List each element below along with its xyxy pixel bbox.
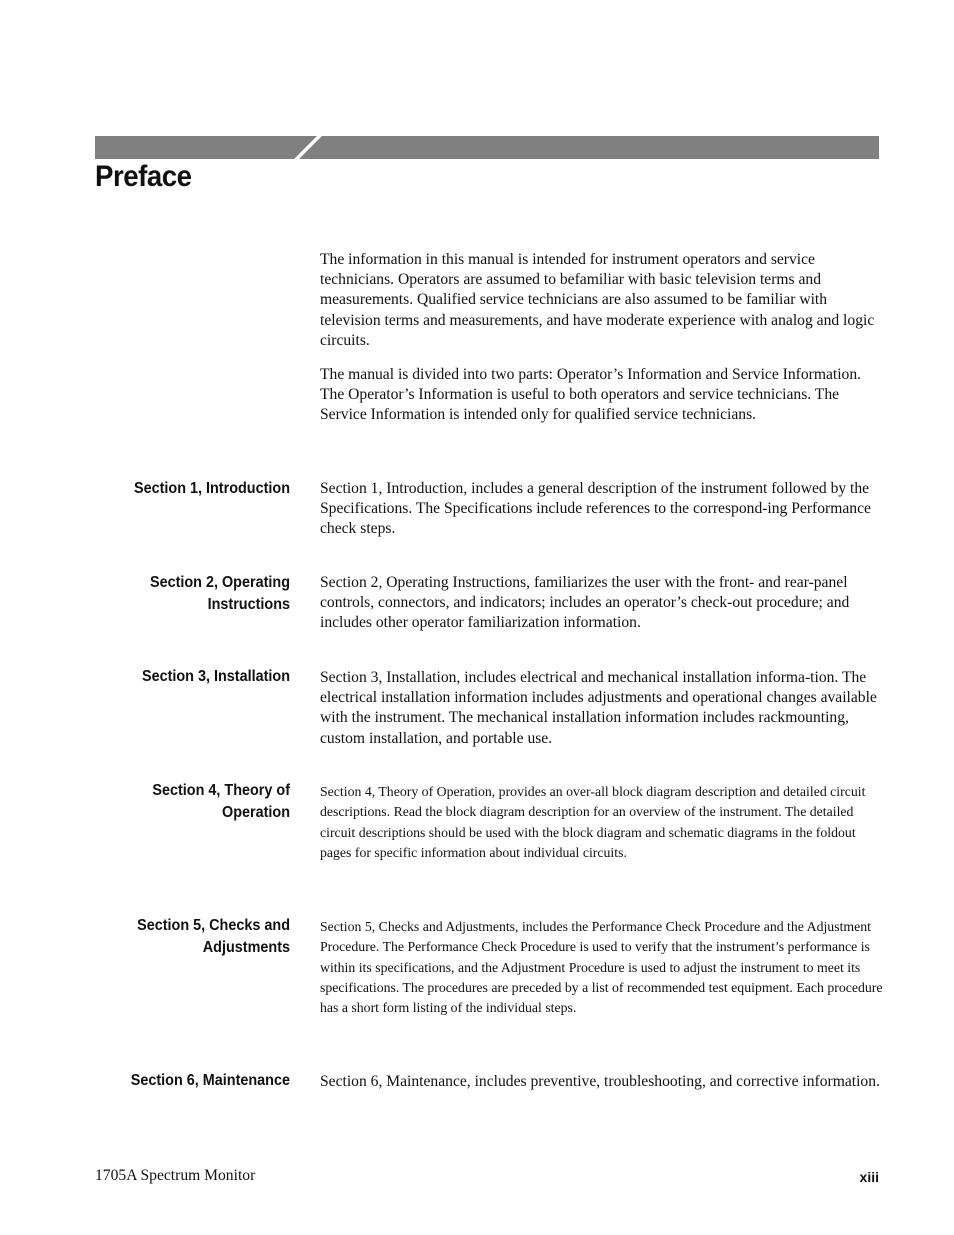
footer-product-title: 1705A Spectrum Monitor [95, 1167, 256, 1184]
section-2-heading-line-2: Instructions [207, 595, 290, 613]
section-1-text: Section 1, Introduction, includes a general description of the instrument followed by the Specifications. The Specifications include references to the correspond-ing Performance check steps. [320, 480, 871, 538]
section-5-text: Section 5, Checks and Adjustments, includes the Performance Check Procedure and the Adjustment Procedure. The Performance Check Procedure is used to verify that the instrument’s performance is within its specifications, and the Adjustment Procedure is used to adjust the instrument to meet its specifications. The procedures are preceded by a list of recommended test equipment. Each procedure has a short form listing of the individual steps. [320, 919, 883, 1016]
section-4-heading-line-1: Section 4, Theory of [152, 782, 290, 799]
section-3-heading-line: Section 3, Installation [141, 668, 290, 685]
section-6-text: Section 6, Maintenance, includes preventive, troubleshooting, and corrective information. [320, 1073, 880, 1090]
header-bar-right-segment [299, 136, 879, 159]
section-4-heading [92, 780, 290, 823]
intro-paragraph-2: The manual is divided into two parts: Operator’s Information and Service Information. The Operator’s Information is useful to both operators and service technicians. The Service Information is intended only for qualified service technicians. [320, 366, 862, 424]
section-3-heading [92, 666, 290, 688]
page-title: Preface [95, 160, 192, 193]
section-4-heading-line-2: Operation [221, 803, 290, 821]
section-1-heading-line: Section 1, Introduction [133, 480, 290, 497]
section-6-heading [92, 1070, 290, 1092]
section-1-heading [92, 478, 290, 500]
header-bar-graphic [95, 136, 879, 159]
section-6-heading-line: Section 6, Maintenance [130, 1072, 290, 1089]
section-2-heading-line-1: Section 2, Operating [149, 574, 290, 591]
intro-paragraph-1: The information in this manual is intended for instrument operators and service technicians. Operators are assumed to befamiliar with basic television terms and measurements. Qualified service technicians are also assumed to be familiar with television terms and measurements, and have moderate experience with analog and logic circuits. [320, 251, 875, 349]
section-5-heading [92, 915, 290, 958]
section-2-heading [92, 572, 290, 615]
section-3-text: Section 3, Installation, includes electrical and mechanical installation informa-tion. The electrical installation information includes adjustments and operational changes available with the instrument. The mechanical installation information includes rackmounting, custom installation, and portable use. [320, 669, 877, 747]
section-5-heading-line-2: Adjustments [202, 938, 290, 956]
footer-page-number: xiii [859, 1169, 879, 1185]
header-bar-left-segment [95, 136, 317, 159]
section-4-text: Section 4, Theory of Operation, provides an over-all block diagram description and detailed circuit descriptions. Read the block diagram description for an overview of the instrument. The detailed circuit descriptions should be used with the block diagram and schematic diagrams in the foldout pages for specific information about individual circuits. [320, 784, 866, 860]
section-5-heading-line-1: Section 5, Checks and [137, 917, 290, 934]
section-2-text: Section 2, Operating Instructions, familiarizes the user with the front- and rear-panel controls, connectors, and indicators; includes an operator’s check-out procedure; and includes other operator familiarization information. [320, 574, 850, 632]
header-bar [95, 136, 879, 159]
